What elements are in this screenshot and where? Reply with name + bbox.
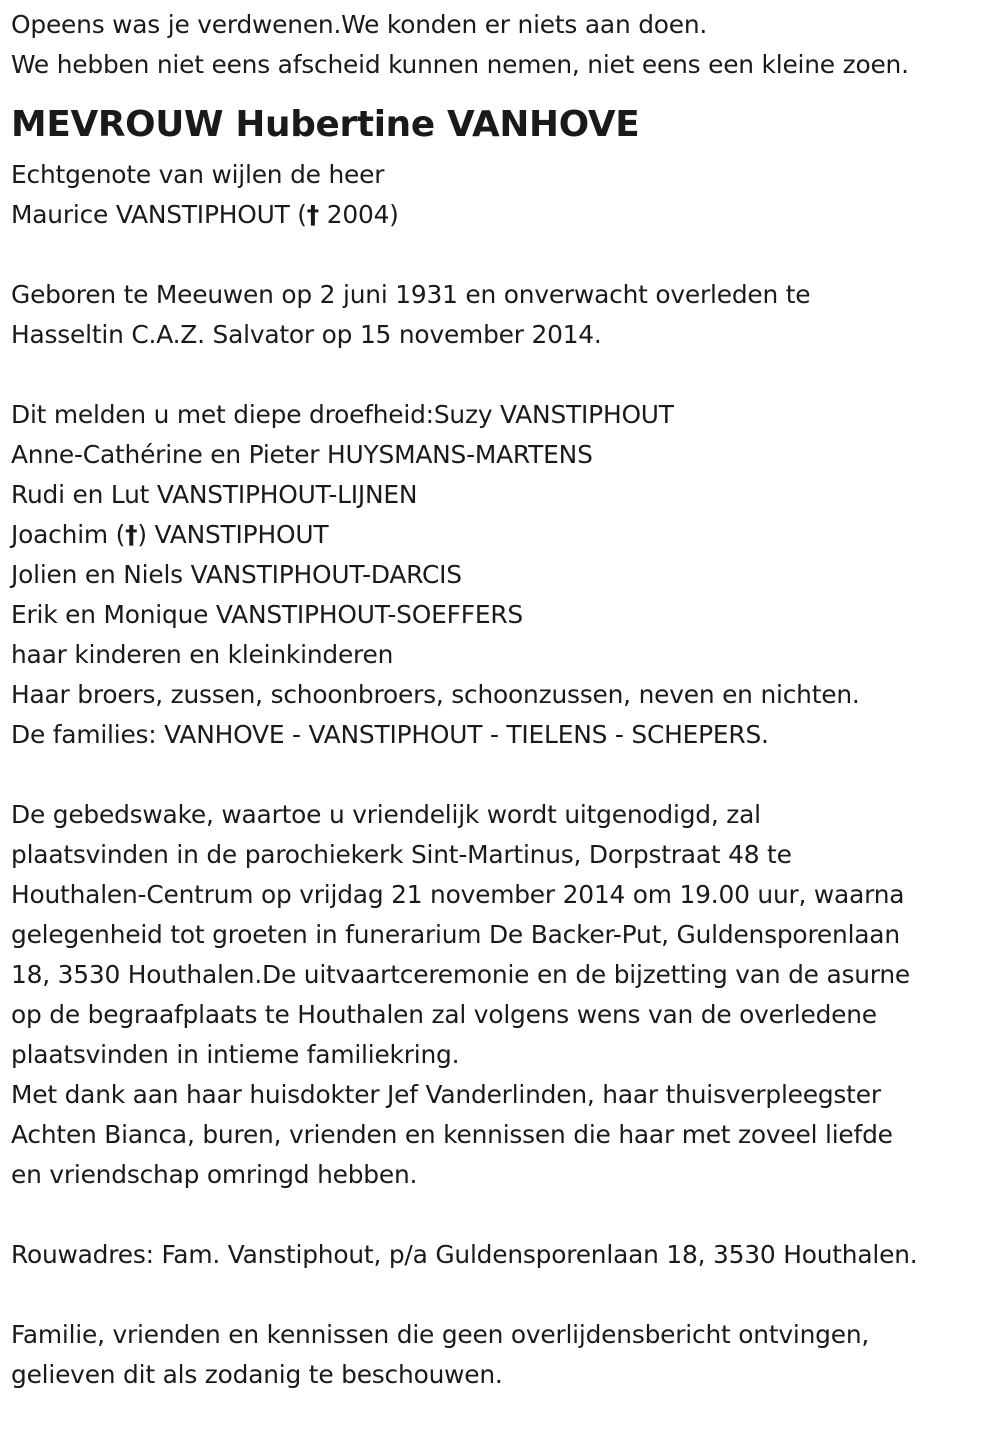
spouse-line-2-suffix: 2004) — [319, 200, 399, 229]
family-line-6: Erik en Monique VANSTIPHOUT-SOEFFERS — [11, 600, 523, 629]
spouse-line-1: Echtgenote van wijlen de heer — [11, 160, 385, 189]
spacer — [11, 1195, 996, 1235]
ceremony-line-2: plaatsvinden in de parochiekerk Sint-Martinus, Dorpstraat 48 te — [11, 840, 792, 869]
ceremony-line-3: Houthalen-Centrum op vrijdag 21 november 2014 om 19.00 uur, waarna — [11, 880, 905, 909]
obituary-document — [11, 5, 996, 1395]
spouse-line-2 — [11, 195, 996, 235]
address-line: Rouwadres: Fam. Vanstiphout, p/a Guldensporenlaan 18, 3530 Houthalen. — [11, 1240, 918, 1269]
closing-line-2: gelieven dit als zodanig te beschouwen. — [11, 1360, 503, 1389]
spacer — [11, 755, 996, 795]
family-line-4-prefix: Joachim ( — [11, 520, 126, 549]
intro-line-1: Opeens was je verdwenen.We konden er niets aan doen. — [11, 10, 708, 39]
family-line-4-suffix: ) VANSTIPHOUT — [137, 520, 329, 549]
family-line-3: Rudi en Lut VANSTIPHOUT-LIJNEN — [11, 480, 418, 509]
cross-icon: † — [125, 520, 138, 549]
spacer — [11, 355, 996, 395]
birth-death-line-1: Geboren te Meeuwen op 2 juni 1931 en onverwacht overleden te — [11, 280, 811, 309]
intro-line-2: We hebben niet eens afscheid kunnen nemen, niet eens een kleine zoen. — [11, 50, 909, 79]
family-line-4 — [11, 515, 996, 555]
family-line-5: Jolien en Niels VANSTIPHOUT-DARCIS — [11, 560, 462, 589]
family-line-9: De families: VANHOVE - VANSTIPHOUT - TIELENS - SCHEPERS. — [11, 720, 769, 749]
deceased-name: MEVROUW Hubertine VANHOVE — [11, 104, 640, 145]
family-line-2: Anne-Cathérine en Pieter HUYSMANS-MARTENS — [11, 440, 593, 469]
ceremony-line-8: Met dank aan haar huisdokter Jef Vanderlinden, haar thuisverpleegster — [11, 1080, 881, 1109]
ceremony-line-4: gelegenheid tot groeten in funerarium De Backer-Put, Guldensporenlaan — [11, 920, 900, 949]
birth-death-line-2: Hasseltin C.A.Z. Salvator op 15 november 2014. — [11, 320, 602, 349]
closing-line-1: Familie, vrienden en kennissen die geen overlijdensbericht ontvingen, — [11, 1320, 870, 1349]
spacer — [11, 1275, 996, 1315]
ceremony-line-5: 18, 3530 Houthalen.De uitvaartceremonie en de bijzetting van de asurne — [11, 960, 911, 989]
ceremony-line-9: Achten Bianca, buren, vrienden en kennissen die haar met zoveel liefde — [11, 1120, 893, 1149]
ceremony-line-6: op de begraafplaats te Houthalen zal volgens wens van de overledene — [11, 1000, 877, 1029]
family-line-8: Haar broers, zussen, schoonbroers, schoonzussen, neven en nichten. — [11, 680, 860, 709]
ceremony-line-1: De gebedswake, waartoe u vriendelijk wordt uitgenodigd, zal — [11, 800, 761, 829]
ceremony-line-10: en vriendschap omringd hebben. — [11, 1160, 418, 1189]
cross-icon: † — [306, 200, 320, 229]
spacer — [11, 235, 996, 275]
family-line-1: Dit melden u met diepe droefheid:Suzy VANSTIPHOUT — [11, 400, 674, 429]
family-line-7: haar kinderen en kleinkinderen — [11, 640, 394, 669]
ceremony-line-7: plaatsvinden in intieme familiekring. — [11, 1040, 460, 1069]
spouse-line-2-prefix: Maurice VANSTIPHOUT ( — [11, 200, 307, 229]
